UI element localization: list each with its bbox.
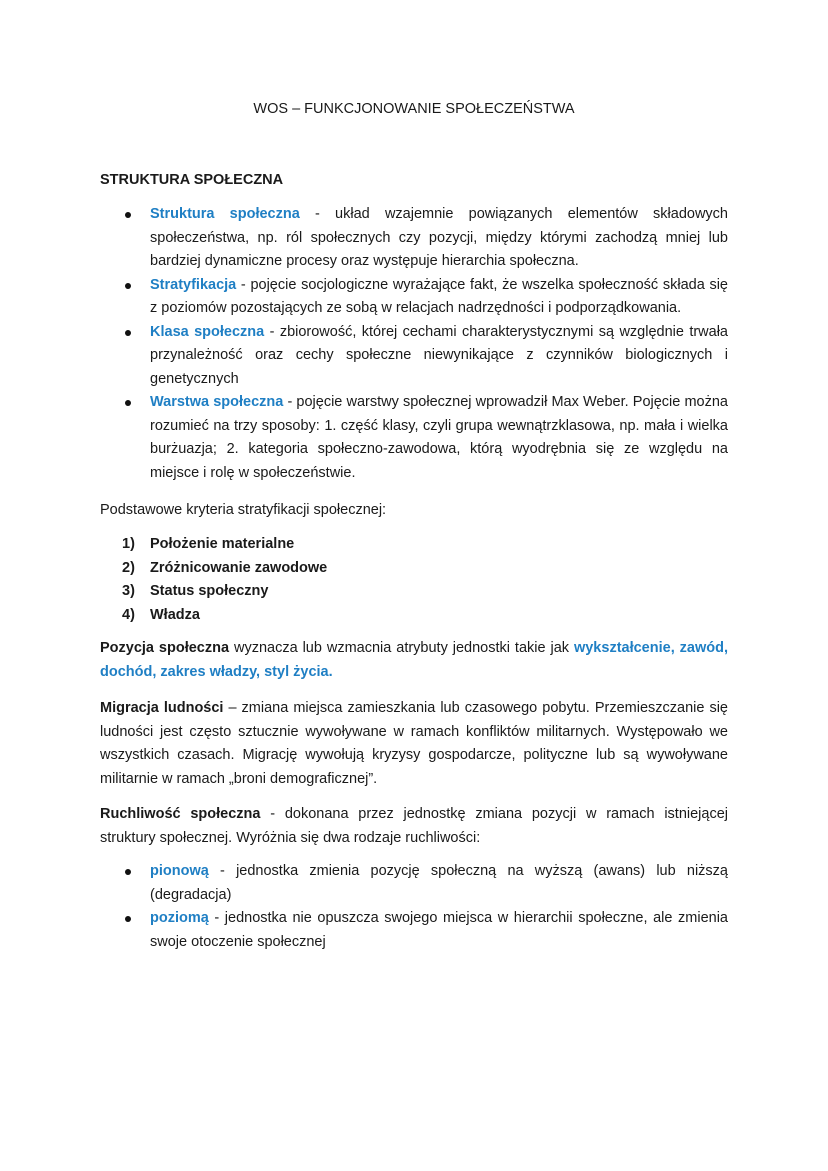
definitions-list xyxy=(100,203,728,485)
list-item xyxy=(100,274,728,321)
bullet-icon xyxy=(125,212,131,218)
list-item xyxy=(100,860,728,907)
term: Pozycja społeczna xyxy=(100,640,230,656)
list-item xyxy=(100,533,327,557)
criteria-list xyxy=(100,533,327,627)
term: pionową xyxy=(150,863,209,879)
term: Warstwa społeczna xyxy=(150,394,284,410)
list-item xyxy=(100,321,728,392)
list-number: 2) xyxy=(122,559,135,576)
list-item xyxy=(100,604,327,628)
document-title: WOS – FUNKCJONOWANIE SPOŁECZEŃSTWA xyxy=(253,101,575,117)
term: Klasa społeczna xyxy=(150,323,265,340)
definition-text: - układ wzajemnie powiązanych elementów składowych społeczeństwa, np. ról społecznych czy pozycji, między którymi zachodzą mniej lub bardziej dynamiczne procesy oraz występuje hierarchia społeczna. xyxy=(150,206,728,269)
definition-text: - pojęcie socjologiczne wyrażające fakt, że wszelka społeczność składa się z poziomów pozostających ze sobą w relacjach nadrzędności i podporządkowania. xyxy=(150,276,728,316)
list-number: 4) xyxy=(122,606,135,623)
paragraph-text: – zmiana miejsca zamieszkania lub czasowego pobytu. Przemieszczanie się ludności jest często sztucznie wywoływane w ramach konfliktów militarnych. Występowało we wszystkich czasach. Migrację wywołują kryzysy gospodarcze, polityczne lub są wywoływane militarnie w ramach „broni demograficznej”. xyxy=(100,700,728,787)
term: Struktura społeczna xyxy=(150,206,300,222)
term: Ruchliwość społeczna xyxy=(100,806,261,822)
criterion-label: Status społeczny xyxy=(150,583,269,599)
list-number: 3) xyxy=(122,583,135,599)
list-item xyxy=(100,203,728,274)
term: poziomą xyxy=(150,910,209,926)
mobility-paragraph xyxy=(100,803,728,850)
criterion-label: Władza xyxy=(150,606,200,623)
list-item xyxy=(100,391,728,485)
paragraph-text: - dokonana przez jednostkę zmiana pozycji w ramach istniejącej struktury społecznej. Wyróżnia się dwa rodzaje ruchliwości: xyxy=(100,806,728,846)
term: Stratyfikacja xyxy=(150,276,237,293)
definition-text: - pojęcie warstwy społecznej wprowadził Max Weber. Pojęcie można rozumieć na trzy sposoby: 1. część klasy, czyli grupa wewnątrzklasowa, np. mała i wielka burżuazja; 2. kategoria społeczno-zawodowa, którą wyodrębnia się ze względu na miejsce i rolę w społeczeństwie. xyxy=(150,394,728,481)
bullet-icon xyxy=(125,916,131,922)
criterion-label: Położenie materialne xyxy=(150,536,295,552)
criterion-label: Zróżnicowanie zawodowe xyxy=(150,559,328,576)
mobility-types-list xyxy=(100,860,728,954)
term: Migracja ludności xyxy=(100,700,224,716)
list-item xyxy=(100,907,728,954)
definition-text: - zbiorowość, której cechami charakterystycznymi są względnie trwała przynależność oraz cechy społeczne niewynikające z czynników biologicznych i genetycznych xyxy=(150,323,728,387)
definition-text: - jednostka zmienia pozycję społeczną na wyższą (awans) lub niższą (degradacja) xyxy=(150,863,728,903)
paragraph-text: wyznacza lub wzmacnia atrybuty jednostki takie jak xyxy=(229,640,574,656)
bullet-icon xyxy=(125,869,131,875)
list-item xyxy=(100,557,327,581)
migration-paragraph xyxy=(100,697,728,791)
bullet-icon xyxy=(125,400,131,406)
criteria-intro: Podstawowe kryteria stratyfikacji społecznej: xyxy=(100,502,387,518)
bullet-icon xyxy=(125,283,131,289)
position-paragraph xyxy=(100,637,728,684)
list-number: 1) xyxy=(122,536,135,552)
section-heading: STRUKTURA SPOŁECZNA xyxy=(100,172,284,188)
list-item xyxy=(100,580,327,604)
bullet-icon xyxy=(125,330,131,336)
definition-text: - jednostka nie opuszcza swojego miejsca w hierarchii społeczne, ale zmienia swoje otoczenie społecznej xyxy=(150,910,728,950)
highlight-text: wykształcenie, zawód, dochód, zakres władzy, styl życia. xyxy=(100,640,728,680)
